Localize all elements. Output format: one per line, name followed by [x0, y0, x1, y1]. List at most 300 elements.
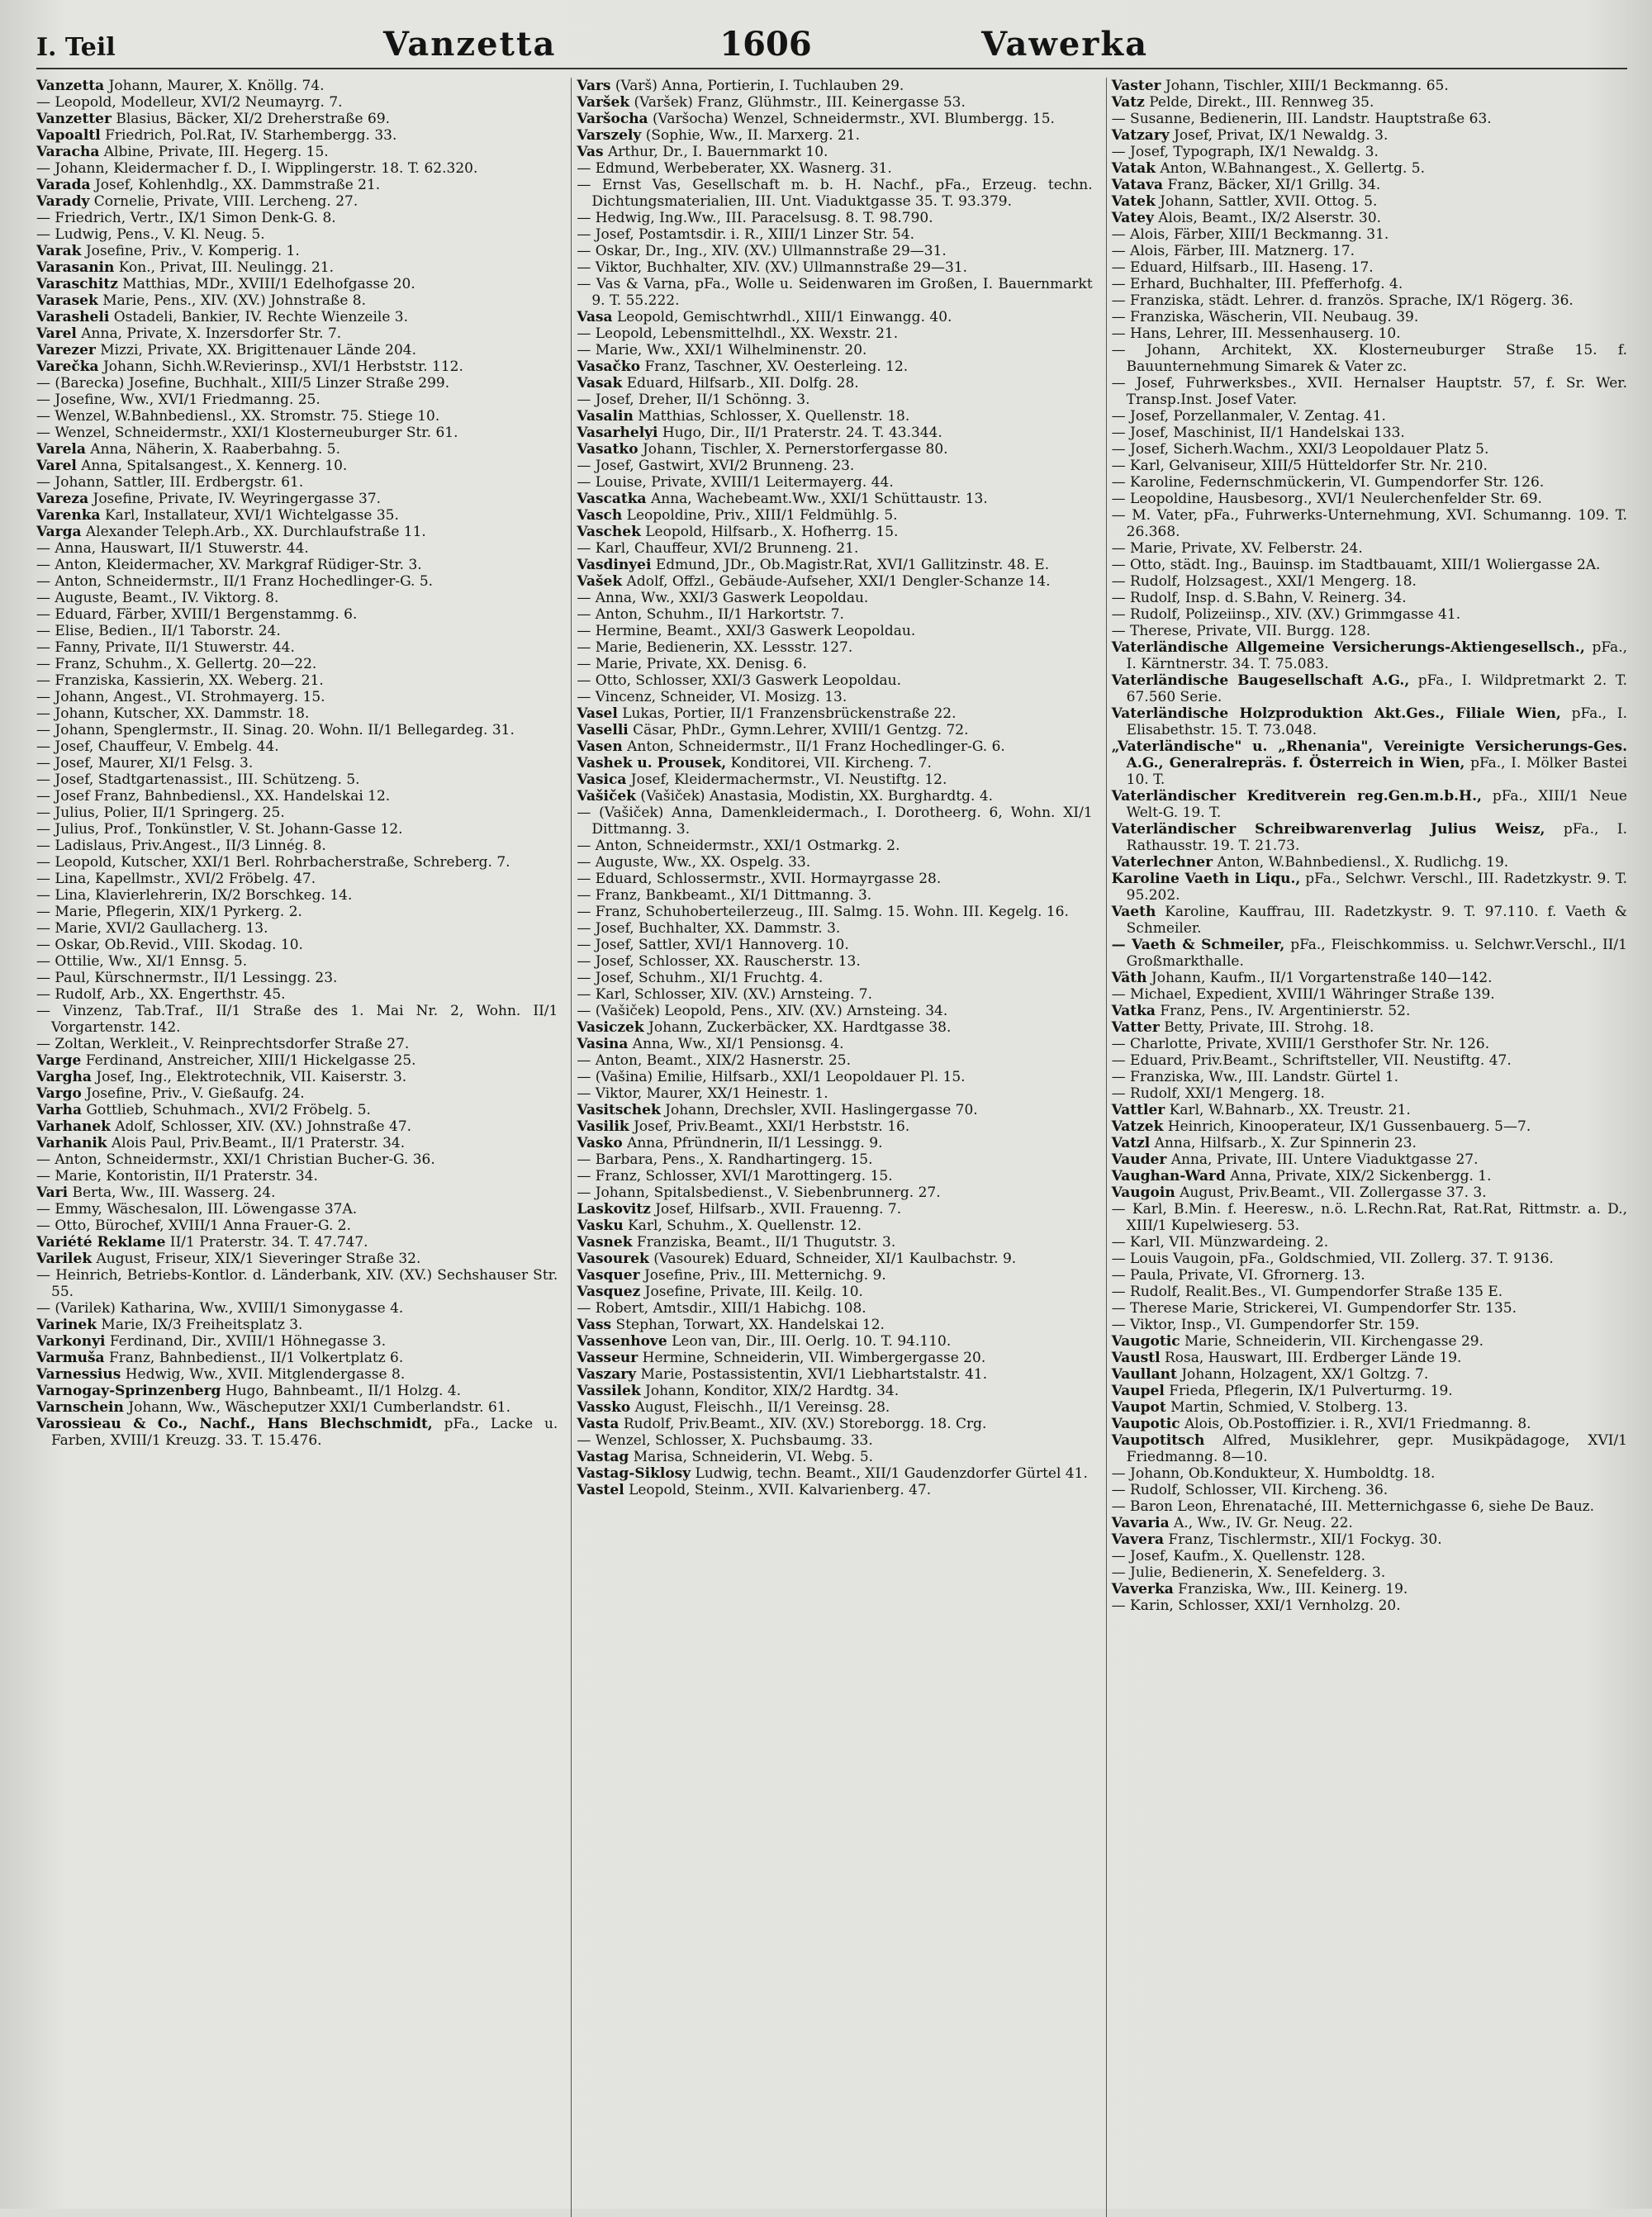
entry-text: — Anna, Hauswart, II/1 Stuwerstr. 44. — [36, 540, 309, 557]
entry-surname: Vatzek — [1111, 1118, 1164, 1135]
entry-surname: Vaschek — [577, 524, 641, 540]
directory-entry — [1112, 491, 1627, 507]
entry-text: Franz, Taschner, XV. Oesterleing. 12. — [644, 358, 909, 375]
entry-text: — Anton, Schneidermstr., XXI/1 Ostmarkg. 2. — [577, 838, 900, 854]
entry-text: Ferdinand, Dir., XVIII/1 Höhnegasse 3. — [109, 1333, 387, 1350]
entry-text: — (Varilek) Katharina, Ww., XVIII/1 Simonygasse 4. — [36, 1300, 404, 1317]
entry-surname: Vatzary — [1111, 127, 1170, 144]
directory-entry — [1112, 623, 1627, 639]
entry-text: — Heinrich, Betriebs-Kontlor. d. Länderbank, XIV. (XV.) Sechshauser Str. 55. — [36, 1267, 558, 1300]
directory-entry — [1112, 309, 1627, 325]
entry-text: — Eduard, Färber, XVIII/1 Bergenstammg. 6. — [36, 606, 358, 623]
directory-entry — [36, 325, 558, 342]
entry-text: — Josef, Schlosser, XX. Rauscherstr. 13. — [577, 953, 861, 970]
entry-text: Anna, Spitalsangest., X. Kennerg. 10. — [81, 458, 348, 474]
entry-text: Karl, Installateur, XVI/1 Wichtelgasse 35. — [104, 507, 399, 524]
entry-text: Anna, Ww., XI/1 Pensionsg. 4. — [632, 1036, 844, 1052]
directory-entry — [36, 904, 558, 920]
entry-surname: Varel — [36, 325, 77, 342]
entry-text: — Vinzenz, Tab.Traf., II/1 Straße des 1. Mai Nr. 2, Wohn. II/1 Vorgartenstr. 142. — [36, 1003, 558, 1036]
entry-surname: Vaster — [1111, 78, 1161, 94]
directory-entry — [1112, 259, 1627, 276]
directory-entry — [577, 524, 1092, 540]
entry-surname: Varha — [36, 1102, 82, 1118]
entry-text: — Oskar, Dr., Ing., XIV. (XV.) Ullmannstraße 29—31. — [577, 243, 947, 259]
directory-entry — [577, 309, 1092, 325]
column-3 — [1106, 78, 1627, 2217]
entry-surname: Vargo — [36, 1085, 82, 1102]
directory-entry — [577, 1019, 1092, 1036]
directory-entry — [1112, 1432, 1627, 1465]
entry-surname: Varšek — [577, 94, 630, 111]
entry-text: — (Barecka) Josefine, Buchhalt., XIII/5 Linzer Straße 299. — [36, 375, 450, 392]
entry-text: — Eduard, Hilfsarb., III. Haseng. 17. — [1111, 259, 1374, 276]
entry-text: — (Vašiček) Leopold, Pens., XIV. (XV.) Arnsteing. 34. — [577, 1003, 948, 1019]
entry-surname: Varilek — [36, 1251, 93, 1267]
entry-text: — Johann, Sattler, III. Erdbergstr. 61. — [36, 474, 304, 491]
directory-entry — [1112, 1548, 1627, 1564]
entry-text: Hermine, Schneiderin, VII. Wimbergergasse 20. — [642, 1350, 986, 1366]
entry-surname: Vaughan-Ward — [1111, 1168, 1226, 1184]
directory-entry — [36, 672, 558, 689]
entry-text: Josef, Kohlenhdlg., XX. Dammstraße 21. — [94, 177, 381, 193]
directory-entry — [36, 1003, 558, 1036]
directory-entry — [1112, 441, 1627, 458]
entry-text: — Franz, Bankbeamt., XI/1 Dittmanng. 3. — [577, 887, 872, 904]
directory-entry — [1112, 1118, 1627, 1135]
directory-entry — [577, 1184, 1092, 1201]
directory-entry — [1112, 1085, 1627, 1102]
directory-entry — [577, 259, 1092, 276]
entry-text: Josef, Hilfsarb., XVII. Frauenng. 7. — [655, 1201, 902, 1218]
entry-text: Johann, Maurer, X. Knöllg. 74. — [108, 78, 325, 94]
entry-text: pFa., I. Wildpretmarkt 2. T. 67.560 Serie. — [1126, 672, 1627, 705]
entry-text: — Josef, Kaufm., X. Quellenstr. 128. — [1111, 1548, 1366, 1564]
directory-entry — [577, 1416, 1092, 1432]
entry-surname: Vasko — [577, 1135, 623, 1151]
entry-surname: Vaverka — [1111, 1581, 1174, 1597]
entry-surname: Vaterländischer Kreditverein reg.Gen.m.b.H., — [1111, 788, 1482, 805]
directory-entry — [1112, 557, 1627, 573]
entry-surname: Vaupotitsch — [1111, 1432, 1205, 1449]
directory-entry — [1112, 177, 1627, 193]
entry-text: — Julius, Polier, II/1 Springerg. 25. — [36, 805, 285, 821]
entry-text: Berta, Ww., III. Wasserg. 24. — [72, 1184, 276, 1201]
directory-entry — [1112, 276, 1627, 292]
entry-text: (Vašiček) Anastasia, Modistin, XX. Burghardtg. 4. — [640, 788, 994, 805]
directory-entry — [577, 705, 1092, 722]
directory-entry — [36, 425, 558, 441]
entry-text: — Auguste, Ww., XX. Ospelg. 33. — [577, 854, 811, 871]
directory-entry — [1112, 1465, 1627, 1482]
entry-surname: Vasiczek — [577, 1019, 644, 1036]
entry-text: Marisa, Schneiderin, VI. Webg. 5. — [633, 1449, 874, 1465]
directory-entry — [577, 953, 1092, 970]
entry-surname: Vatter — [1111, 1019, 1160, 1036]
entry-text: Heinrich, Kinooperateur, IX/1 Gussenbauerg. 5—7. — [1167, 1118, 1531, 1135]
entry-surname: Vassko — [577, 1399, 631, 1416]
directory-entry — [36, 1350, 558, 1366]
part-label: I. Teil — [36, 33, 116, 62]
entry-text: Rudolf, Priv.Beamt., XIV. (XV.) Storeborgg. 18. Crg. — [623, 1416, 987, 1432]
directory-entry — [1112, 986, 1627, 1003]
entry-surname: Varossieau & Co., Nachf., Hans Blechschmidt, — [36, 1416, 433, 1432]
directory-entry — [36, 1151, 558, 1168]
directory-entry — [36, 292, 558, 309]
entry-text: Leopold, Steinm., XVII. Kalvarienberg. 47. — [629, 1482, 932, 1498]
directory-entry — [577, 771, 1092, 788]
directory-entry — [577, 94, 1092, 111]
directory-entry — [36, 821, 558, 838]
entry-text: — Viktor, Insp., VI. Gumpendorfer Str. 159. — [1111, 1317, 1420, 1333]
entry-surname: Variété Reklame — [36, 1234, 166, 1251]
directory-entry — [577, 986, 1092, 1003]
directory-entry — [36, 193, 558, 210]
directory-entry — [577, 441, 1092, 458]
entry-text: — Hermine, Beamt., XXI/3 Gaswerk Leopoldau. — [577, 623, 916, 639]
entry-text: Franz, Bahnbedienst., II/1 Volkertplatz 6. — [108, 1350, 404, 1366]
entry-text: — Otto, städt. Ing., Bauinsp. im Stadtbauamt, XIII/1 Woliergasse 2A. — [1111, 557, 1601, 573]
entry-text: — Wenzel, Schneidermstr., XXI/1 Klosterneuburger Str. 61. — [36, 425, 458, 441]
entry-text: — (Vašiček) Anna, Damenkleidermach., I. Dorotheerg. 6, Wohn. XI/1 Dittmanng. 3. — [577, 805, 1093, 838]
entry-surname: Varga — [36, 524, 82, 540]
directory-entry — [36, 871, 558, 887]
directory-entry — [1112, 1597, 1627, 1614]
entry-surname: Vaterländische Baugesellschaft A.G., — [1111, 672, 1410, 689]
entry-text: — Ladislaus, Priv.Angest., II/3 Linnég. 8. — [36, 838, 326, 854]
directory-entry — [36, 838, 558, 854]
entry-text: — Anton, Beamt., XIX/2 Hasnerstr. 25. — [577, 1052, 851, 1069]
entry-text: — Hedwig, Ing.Ww., III. Paracelsusg. 8. T. 98.790. — [577, 210, 933, 226]
directory-entry — [577, 425, 1092, 441]
entry-text: — Ludwig, Pens., V. Kl. Neug. 5. — [36, 226, 265, 243]
directory-entry — [36, 722, 558, 738]
directory-entry — [36, 210, 558, 226]
entry-surname: Vargha — [36, 1069, 92, 1085]
directory-entry — [36, 623, 558, 639]
directory-entry — [1112, 78, 1627, 94]
entry-text: — Susanne, Bedienerin, III. Landstr. Hauptstraße 63. — [1111, 111, 1492, 127]
entry-text: — Franziska, Kassierin, XX. Weberg. 21. — [36, 672, 324, 689]
entry-text: Josefine, Private, III. Keilg. 10. — [644, 1284, 863, 1300]
directory-entry — [577, 672, 1092, 689]
directory-entry — [1112, 325, 1627, 342]
entry-surname: Vaupotic — [1111, 1416, 1180, 1432]
entry-surname: Vasen — [577, 738, 623, 755]
entry-text: — Eduard, Priv.Beamt., Schriftsteller, VII. Neustiftg. 47. — [1111, 1052, 1512, 1069]
entry-text: Frieda, Pflegerin, IX/1 Pulverturmg. 19. — [1169, 1383, 1453, 1399]
directory-entry — [36, 1416, 558, 1449]
directory-entry — [36, 920, 558, 937]
entry-surname: Vastag-Siklosy — [577, 1465, 691, 1482]
directory-entry — [1112, 342, 1627, 375]
entry-text: — Marie, Kontoristin, II/1 Praterstr. 34. — [36, 1168, 318, 1184]
entry-surname: Varak — [36, 243, 82, 259]
entry-surname: Vaszary — [577, 1366, 637, 1383]
directory-entry — [36, 259, 558, 276]
entry-surname: Varmuša — [36, 1350, 105, 1366]
entry-surname: Vasatko — [577, 441, 638, 458]
directory-entry — [577, 606, 1092, 623]
entry-text: — Hans, Lehrer, III. Messenhauserg. 10. — [1111, 325, 1401, 342]
directory-entry — [1112, 111, 1627, 127]
directory-entry — [1112, 127, 1627, 144]
entry-text: Marie, Pens., XIV. (XV.) Johnstraße 8. — [102, 292, 367, 309]
entry-text: Anton, W.Bahnbediensl., X. Rudlichg. 19. — [1217, 854, 1509, 871]
directory-entry — [36, 507, 558, 524]
directory-entry — [1112, 937, 1627, 970]
directory-entry — [1112, 425, 1627, 441]
entry-surname: Vasa — [577, 309, 613, 325]
entry-text: — Baron Leon, Ehrenataché, III. Metternichgasse 6, siehe De Bauz. — [1111, 1498, 1595, 1515]
directory-entry — [36, 441, 558, 458]
directory-entry — [577, 1333, 1092, 1350]
directory-entry — [1112, 458, 1627, 474]
entry-surname: Vaullant — [1111, 1366, 1177, 1383]
entry-surname: Vaupot — [1111, 1399, 1166, 1416]
directory-entry — [36, 1184, 558, 1201]
directory-entry — [1112, 970, 1627, 986]
directory-entry — [577, 1234, 1092, 1251]
directory-entry — [1112, 672, 1627, 705]
entry-text: — Marie, Ww., XXI/1 Wilhelminenstr. 20. — [577, 342, 867, 358]
entry-surname: Vatzl — [1111, 1135, 1151, 1151]
directory-entry — [1112, 1300, 1627, 1317]
entry-surname: Varezer — [36, 342, 96, 358]
entry-text: Franz, Pens., IV. Argentinierstr. 52. — [1160, 1003, 1411, 1019]
entry-text: — Josef, Dreher, II/1 Schönng. 3. — [577, 392, 810, 408]
directory-entry — [36, 986, 558, 1003]
entry-text: Adolf, Schlosser, XIV. (XV.) Johnstraße 47. — [115, 1118, 412, 1135]
entry-text: — Johann, Ob.Kondukteur, X. Humboldtg. 18. — [1111, 1465, 1436, 1482]
directory-entry — [577, 1135, 1092, 1151]
column-1 — [36, 78, 558, 2217]
directory-entry — [36, 160, 558, 177]
entry-surname: Varasanin — [36, 259, 115, 276]
entry-text: — Josef, Fuhrwerksbes., XVII. Hernalser Hauptstr. 57, f. Sr. Wer. Transp.Inst. Josef Vater. — [1111, 375, 1627, 408]
directory-entry — [577, 474, 1092, 491]
entry-text: — Paula, Private, VI. Gfrornerg. 13. — [1111, 1267, 1365, 1284]
directory-entry — [577, 1168, 1092, 1184]
directory-entry — [577, 160, 1092, 177]
entry-surname: Vanzetter — [36, 111, 112, 127]
entry-surname: Väth — [1111, 970, 1147, 986]
entry-text: Gottlieb, Schuhmach., XVI/2 Fröbelg. 5. — [86, 1102, 371, 1118]
entry-surname: Vari — [36, 1184, 69, 1201]
entry-text: Leon van, Dir., III. Oerlg. 10. T. 94.110. — [672, 1333, 952, 1350]
directory-entry — [36, 1218, 558, 1234]
directory-entry — [577, 177, 1092, 210]
directory-entry — [577, 1465, 1092, 1482]
directory-entry — [36, 243, 558, 259]
directory-entry — [577, 1102, 1092, 1118]
directory-entry — [577, 838, 1092, 854]
directory-entry — [36, 755, 558, 771]
entry-text: Franz, Tischlermstr., XII/1 Fockyg. 30. — [1168, 1531, 1442, 1548]
entry-surname: Vaeth — [1111, 904, 1156, 920]
entry-surname: Vass — [577, 1317, 612, 1333]
entry-text: — Vas & Varna, pFa., Wolle u. Seidenwaren im Großen, I. Bauernmarkt 9. T. 55.222. — [577, 276, 1093, 309]
entry-text: — Julius, Prof., Tonkünstler, V. St. Johann-Gasse 12. — [36, 821, 403, 838]
entry-surname: Vauder — [1111, 1151, 1167, 1168]
entry-text: Kon., Privat, III. Neulingg. 21. — [118, 259, 335, 276]
directory-entry — [577, 458, 1092, 474]
entry-text: Anton, W.Bahnangest., X. Gellertg. 5. — [1160, 160, 1425, 177]
entry-text: — Otto, Bürochef, XVIII/1 Anna Frauer-G. 2. — [36, 1218, 351, 1234]
entry-text: Leopold, Gemischtwrhdl., XIII/1 Einwangg. 40. — [616, 309, 952, 325]
directory-entry — [1112, 226, 1627, 243]
entry-text: pFa., Selchwr. Verschl., III. Radetzkystr. 9. T. 95.202. — [1126, 871, 1627, 904]
directory-entry — [577, 1284, 1092, 1300]
directory-entry — [36, 1168, 558, 1184]
entry-text: pFa., I. Mölker Bastei 10. T. — [1126, 755, 1627, 788]
directory-entry — [1112, 1069, 1627, 1085]
entry-text: Karl, W.Bahnarb., XX. Treustr. 21. — [1169, 1102, 1411, 1118]
entry-text: Anna, Pfründnerin, II/1 Lessingg. 9. — [627, 1135, 883, 1151]
entry-text: Josefine, Priv., V. Komperig. 1. — [85, 243, 300, 259]
entry-text: — Johann, Spenglermstr., II. Sinag. 20. Wohn. II/1 Bellegardeg. 31. — [36, 722, 515, 738]
entry-text: — Josef, Sicherh.Wachm., XXI/3 Leopoldauer Platz 5. — [1111, 441, 1489, 458]
entry-surname: Laskovitz — [577, 1201, 651, 1218]
entry-text: — Karin, Schlosser, XXI/1 Vernholzg. 20. — [1111, 1597, 1401, 1614]
entry-text: Franziska, Beamt., II/1 Thugutstr. 3. — [636, 1234, 896, 1251]
directory-entry — [577, 375, 1092, 392]
entry-text: Hugo, Bahnbeamt., II/1 Holzg. 4. — [225, 1383, 462, 1399]
entry-surname: Vasourek — [577, 1251, 649, 1267]
directory-entry — [1112, 1184, 1627, 1201]
entry-text: — Josef, Gastwirt, XVI/2 Brunneng. 23. — [577, 458, 855, 474]
entry-text: — Lina, Klavierlehrerin, IX/2 Borschkeg. 14. — [36, 887, 353, 904]
entry-text: Rosa, Hauswart, III. Erdberger Lände 19. — [1164, 1350, 1462, 1366]
directory-entry — [1112, 590, 1627, 606]
entry-text: — Anton, Kleidermacher, XV. Markgraf Rüdiger-Str. 3. — [36, 557, 422, 573]
directory-entry — [577, 805, 1092, 838]
directory-entry — [1112, 821, 1627, 854]
entry-surname: Varkonyi — [36, 1333, 106, 1350]
entry-surname: Vatz — [1111, 94, 1145, 111]
directory-entry — [36, 491, 558, 507]
directory-entry — [36, 127, 558, 144]
directory-entry — [1112, 1052, 1627, 1069]
entry-text: — Rudolf, Realit.Bes., VI. Gumpendorfer Straße 135 E. — [1111, 1284, 1503, 1300]
directory-entry — [577, 78, 1092, 94]
entry-text: Marie, IX/3 Freiheitsplatz 3. — [101, 1317, 303, 1333]
directory-entry — [36, 771, 558, 788]
directory-entry — [36, 656, 558, 672]
directory-entry — [1112, 705, 1627, 738]
directory-entry — [36, 1333, 558, 1350]
entry-text: Karoline, Kauffrau, III. Radetzkystr. 9. T. 97.110. f. Vaeth & Schmeiler. — [1126, 904, 1627, 937]
entry-text: Josef, Privat, IX/1 Newaldg. 3. — [1174, 127, 1389, 144]
entry-text: Anna, Hilfsarb., X. Zur Spinnerin 23. — [1154, 1135, 1417, 1151]
entry-surname: Varada — [36, 177, 91, 193]
directory-entry — [1112, 1581, 1627, 1597]
entry-text: Johann, Kaufm., II/1 Vorgartenstraße 140—142. — [1151, 970, 1493, 986]
entry-text: — Karl, Chauffeur, XVI/2 Brunneng. 21. — [577, 540, 859, 557]
entry-text: Betty, Private, III. Strohg. 18. — [1164, 1019, 1374, 1036]
entry-text: Johann, Sichh.W.Revierinsp., XVI/1 Herbststr. 112. — [102, 358, 463, 375]
directory-entry — [577, 1399, 1092, 1416]
directory-entry — [36, 805, 558, 821]
directory-entry — [1112, 854, 1627, 871]
directory-entry — [1112, 292, 1627, 309]
entry-surname: Varnessius — [36, 1366, 121, 1383]
directory-entry — [577, 1069, 1092, 1085]
entry-text: — Leopold, Modelleur, XVI/2 Neumayrg. 7. — [36, 94, 343, 111]
directory-entry — [36, 358, 558, 375]
directory-entry — [577, 1052, 1092, 1069]
entry-text: pFa., XIII/1 Neue Welt-G. 19. T. — [1126, 788, 1627, 821]
entry-text: — Marie, XVI/2 Gaullacherg. 13. — [36, 920, 268, 937]
entry-text: Alois, Ob.Postoffizier. i. R., XVI/1 Friedmanng. 8. — [1184, 1416, 1531, 1432]
entry-text: Cornelie, Private, VIII. Lercheng. 27. — [93, 193, 358, 210]
directory-entry — [36, 1234, 558, 1251]
entry-text: II/1 Praterstr. 34. T. 47.747. — [169, 1234, 368, 1251]
entry-surname: „Vaterländische" u. „Rhenania", Vereinigte Versicherungs-Ges. A.G., Generalrepräs. f. Österreich in Wien, — [1111, 738, 1627, 771]
entry-text: August, Fleischh., II/1 Vereinsg. 28. — [634, 1399, 890, 1416]
entry-text: August, Friseur, XIX/1 Sieveringer Straße 32. — [96, 1251, 421, 1267]
entry-surname: Vaselli — [577, 722, 629, 738]
directory-entry — [36, 1366, 558, 1383]
entry-surname: Vavaria — [1111, 1515, 1170, 1531]
entry-text: Mizzi, Private, XX. Brigittenauer Lände 204. — [100, 342, 416, 358]
entry-text: Johann, Tischler, X. Pernerstorfergasse 80. — [642, 441, 948, 458]
directory-entry — [1112, 1036, 1627, 1052]
entry-surname: Varaschitz — [36, 276, 118, 292]
directory-entry — [577, 854, 1092, 871]
entry-surname: Varnschein — [36, 1399, 124, 1416]
directory-entry — [1112, 193, 1627, 210]
directory-entry — [577, 788, 1092, 805]
directory-entry — [1112, 639, 1627, 672]
directory-entry — [36, 408, 558, 425]
entry-text: — Rudolf, Holzsagest., XXI/1 Mengerg. 18. — [1111, 573, 1417, 590]
directory-entry — [577, 937, 1092, 953]
directory-entry — [36, 1300, 558, 1317]
directory-entry — [577, 1350, 1092, 1366]
directory-entry — [577, 226, 1092, 243]
entry-text: Johann, Holzagent, XX/1 Goltzg. 7. — [1181, 1366, 1429, 1383]
directory-entry — [577, 144, 1092, 160]
entry-text: — Karl, Schlosser, XIV. (XV.) Arnsteing. 7. — [577, 986, 872, 1003]
entry-text: Alfred, Musiklehrer, gepr. Musikpädagoge, XVI/1 Friedmanng. 8—10. — [1126, 1432, 1627, 1465]
directory-entry — [577, 623, 1092, 639]
directory-entry — [36, 1118, 558, 1135]
entry-surname: Varacha — [36, 144, 100, 160]
directory-entry — [36, 458, 558, 474]
entry-text: — Marie, Pflegerin, XIX/1 Pyrkerg. 2. — [36, 904, 302, 920]
directory-entry — [1112, 1168, 1627, 1184]
entry-text: — Rudolf, Arb., XX. Engerthstr. 45. — [36, 986, 286, 1003]
entry-surname: Vasch — [577, 507, 623, 524]
entry-text: — Johann, Architekt, XX. Klosterneuburger Straße 15. f. Bauunternehmung Simarek & Vater zc. — [1111, 342, 1627, 375]
entry-surname: Varady — [36, 193, 90, 210]
directory-entry — [577, 342, 1092, 358]
entry-text: Alexander Teleph.Arb., XX. Durchlaufstraße 11. — [85, 524, 426, 540]
entry-surname: Vasseur — [577, 1350, 638, 1366]
entry-text: Marie, Postassistentin, XVI/1 Liebhartstalstr. 41. — [640, 1366, 988, 1383]
entry-surname: Vasku — [577, 1218, 624, 1234]
entry-text: — Elise, Bedien., II/1 Taborstr. 24. — [36, 623, 281, 639]
entry-text: — Therese Marie, Strickerei, VI. Gumpendorfer Str. 135. — [1111, 1300, 1517, 1317]
entry-surname: Varhanek — [36, 1118, 111, 1135]
directory-entry — [1112, 1350, 1627, 1366]
entry-text: — Wenzel, W.Bahnbediensl., XX. Stromstr. 75. Stiege 10. — [36, 408, 440, 425]
directory-entry — [1112, 1135, 1627, 1151]
directory-entry — [577, 1201, 1092, 1218]
directory-entry — [36, 937, 558, 953]
entry-surname: Vašek — [577, 573, 623, 590]
